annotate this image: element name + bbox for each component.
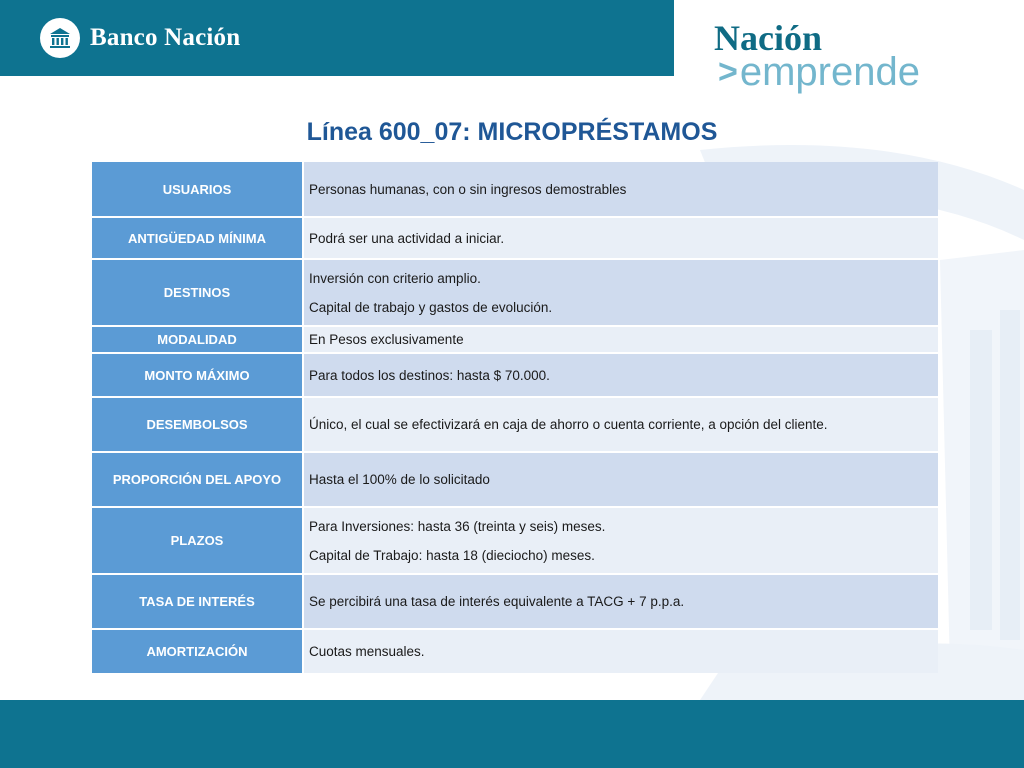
value-line: Inversión con criterio amplio. [309,270,481,286]
row-value [304,327,938,352]
table-row [92,453,938,506]
loan-details-table [92,162,938,675]
value-line: Único, el cual se efectivizará en caja de ahorro o cuenta corriente, a opción del cliente. [309,417,828,432]
nacion-emprende-logo [674,0,1024,108]
row-label: MODALIDAD [92,327,304,352]
row-label: ANTIGÜEDAD MÍNIMA [92,218,304,258]
table-row [92,354,938,396]
value-line: Personas humanas, con o sin ingresos demostrables [309,181,627,197]
logo-line2: emprende [739,50,920,94]
bank-name: Banco Nación [90,24,241,51]
row-label: MONTO MÁXIMO [92,354,304,396]
row-label: DESTINOS [92,260,304,325]
value-line: Podrá ser una actividad a iniciar. [309,230,505,246]
row-label: AMORTIZACIÓN [92,630,304,673]
value-line: Para Inversiones: hasta 36 (treinta y seis) meses. [309,518,606,534]
header-bar [0,0,674,76]
row-label: USUARIOS [92,162,304,216]
bank-building-icon [40,18,80,58]
value-line: Capital de trabajo y gastos de evolución. [309,299,553,315]
bank-brand[interactable] [40,18,240,58]
table-row [92,398,938,451]
table-row [92,575,938,628]
logo-line1: Nación [714,18,822,58]
row-label: PLAZOS [92,508,304,573]
value-line: Para todos los destinos: hasta $ 70.000. [309,367,550,383]
row-label: TASA DE INTERÉS [92,575,304,628]
logo-line2-wrap [718,50,920,94]
table-row [92,508,938,573]
page-title: Línea 600_07: MICROPRÉSTAMOS [306,118,718,146]
value-line: Se percibirá una tasa de interés equivalente a TACG + 7 p.p.a. [309,594,685,609]
value-line: En Pesos exclusivamente [309,332,464,347]
table-row [92,260,938,325]
row-value [304,508,938,573]
row-label: PROPORCIÓN DEL APOYO [92,453,304,506]
row-value [304,575,938,628]
row-value [304,218,938,258]
table-row [92,630,938,673]
row-value [304,453,938,506]
value-line: Capital de Trabajo: hasta 18 (dieciocho) meses. [309,547,595,563]
row-value [304,162,938,216]
row-label: DESEMBOLSOS [92,398,304,451]
logo-arrow: > [718,53,738,91]
footer-bar [0,700,1024,768]
table-row [92,327,938,352]
row-value [304,354,938,396]
table-row [92,218,938,258]
row-value [304,260,938,325]
value-line: Cuotas mensuales. [309,644,425,659]
row-value [304,398,938,451]
table-row [92,162,938,216]
row-value [304,630,938,673]
value-line: Hasta el 100% de lo solicitado [309,472,490,487]
